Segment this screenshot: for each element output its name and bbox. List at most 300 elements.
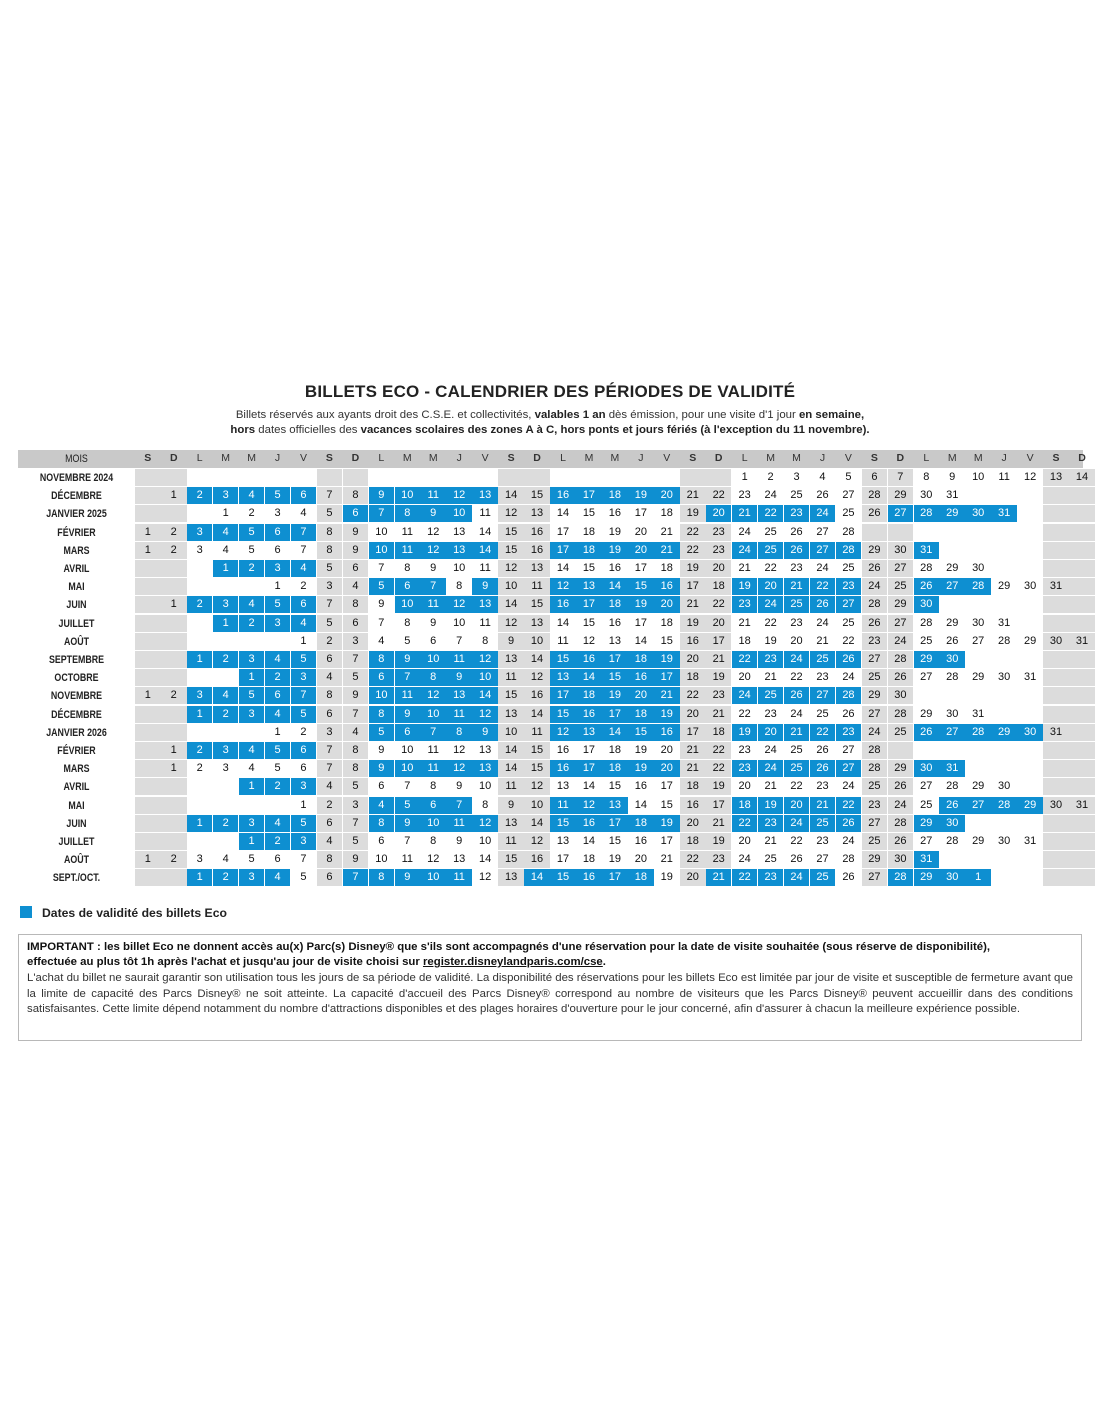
day-cell: 5 [343,778,369,795]
valid-day: 22 [732,651,758,668]
day-cell: 17 [634,562,647,574]
day-cell: 3 [222,762,229,775]
month-name: MAI [68,581,85,594]
header-day-12: M [428,452,438,464]
empty-weekend-cell [1069,578,1095,595]
empty-weekend-cell [135,706,161,723]
empty-weekend-cell [135,724,161,741]
day-cell: 27 [888,615,914,632]
empty-weekend-cell [1069,869,1095,886]
valid-day: 2 [213,815,239,832]
header-day-16: D [533,452,541,464]
valid-day: 12 [420,687,446,704]
valid-day: 9 [369,760,395,777]
day-cell: 8 [923,471,930,483]
day-cell: 11 [479,616,491,629]
day-cell: 17 [660,835,673,847]
valid-day: 5 [395,797,421,814]
month-name: MAI [68,799,85,812]
valid-day: 3 [291,778,317,795]
day-cell: 25 [816,707,829,720]
valid-day: 7 [343,869,369,886]
day-cell: 18 [660,562,673,574]
day-cell: 10 [524,797,550,814]
day-cell: 20 [738,835,751,847]
calendar-header-row [18,450,1086,468]
empty-weekend-cell [135,651,161,668]
empty-weekend-cell [161,651,187,668]
valid-day: 20 [654,596,680,613]
valid-day: 4 [265,869,291,886]
valid-day: 15 [550,651,576,668]
valid-day: 31 [914,542,940,559]
empty-weekend-cell [1043,560,1069,577]
valid-day: 26 [939,797,965,814]
empty-weekend-cell [161,615,187,632]
valid-day: 1 [187,651,213,668]
day-cell: 14 [479,853,492,866]
valid-day: 3 [213,742,239,759]
valid-day: 15 [628,578,654,595]
register-link[interactable]: register.disneylandparis.com/cse [422,956,603,968]
empty-weekend-cell [1069,815,1095,832]
valid-day: 10 [446,505,472,522]
empty-weekend-cell [135,596,161,613]
valid-day: 17 [602,651,628,668]
day-cell: 12 [427,853,440,866]
day-cell: 23 [790,562,803,574]
day-cell: 10 [479,835,492,847]
empty-weekend-cell [888,524,914,541]
day-cell: 13 [498,706,524,723]
valid-day: 13 [576,578,602,595]
header-day-33: M [973,452,983,464]
month-row [18,542,1083,560]
valid-day: 28 [965,724,991,741]
valid-day: 23 [758,869,784,886]
day-cell: 22 [680,542,706,559]
day-cell: 26 [888,778,914,795]
day-cell: 28 [946,780,959,793]
valid-day: 25 [810,815,836,832]
day-cell: 2 [767,471,774,483]
day-cell: 26 [842,871,855,884]
valid-day: 22 [732,815,758,832]
day-cell: 5 [248,853,255,866]
day-cell: 25 [920,798,933,811]
valid-day: 1 [239,833,265,850]
day-cell: 13 [479,744,492,756]
day-cell: 26 [862,560,888,577]
day-cell: 2 [161,524,187,541]
day-cell: 6 [300,762,307,775]
day-cell: 8 [482,634,489,647]
valid-day: 23 [732,596,758,613]
valid-day: 2 [187,487,213,504]
day-cell: 27 [862,706,888,723]
day-cell: 21 [680,596,706,613]
valid-day: 14 [524,869,550,886]
day-cell: 2 [300,580,307,593]
day-cell: 18 [680,778,706,795]
header-day-37: D [1078,452,1086,464]
day-cell: 15 [524,596,550,613]
day-cell: 23 [790,616,803,629]
empty-weekend-cell [161,869,187,886]
day-cell: 22 [680,687,706,704]
valid-day: 3 [291,669,317,686]
day-cell: 23 [816,671,829,684]
day-cell: 1 [161,487,187,504]
day-cell: 14 [556,616,570,629]
valid-day: 18 [628,651,654,668]
header-day-19: M [610,452,620,464]
valid-day: 23 [836,578,862,595]
day-cell: 12 [498,560,524,577]
valid-day: 11 [446,706,472,723]
day-cell: 9 [378,744,385,756]
day-cell: 11 [524,724,550,741]
valid-day: 12 [472,651,498,668]
day-cell: 24 [816,616,829,629]
day-cell: 1 [274,725,281,738]
valid-day: 17 [654,669,680,686]
valid-day: 28 [965,578,991,595]
day-cell: 6 [343,560,369,577]
day-cell: 25 [862,778,888,795]
valid-day: 20 [654,760,680,777]
valid-day: 5 [265,742,291,759]
valid-day: 5 [291,815,317,832]
day-cell: 9 [498,797,524,814]
empty-weekend-cell [135,778,161,795]
day-cell: 11 [427,744,439,756]
day-cell: 17 [706,797,732,814]
day-cell: 14 [582,835,596,847]
month-name: JANVIER [46,508,85,521]
valid-day: 11 [420,487,446,504]
month-label [29,596,125,614]
day-cell: 19 [660,871,673,884]
day-cell: 17 [556,853,570,866]
day-cell: 17 [680,724,706,741]
day-cell: 24 [790,707,803,720]
important-paragraph: L'achat du billet ne saurait garantir son utilisation tous les jours de sa période de validité. La disponibilité des réservations pour les billets Eco est limitée par jour de visite et susceptible de fermeture avant que la limite de capacité des Parcs Disney® ne soit atteinte. La capacité d'accueil des Parcs Disney® correspond au nombre de visiteurs que les Parcs Disney® peuvent accueillir dans des conditions satisfaisantes. Cette limite dépend notamment du nombre d'attractions disponibles et des plages horaires d'ouverture pour le jour concerné, afin d'assurer à chacun la meilleure expérience possible. [27,972,1073,1015]
valid-day: 4 [213,524,239,541]
valid-day: 26 [836,815,862,832]
month-name: JUILLET [58,617,95,630]
empty-weekend-cell [135,669,161,686]
valid-day: 10 [420,815,446,832]
day-cell: 6 [343,615,369,632]
day-cell: 9 [343,524,369,541]
valid-day: 24 [758,596,784,613]
empty-weekend-cell [1043,596,1069,613]
valid-day: 19 [654,651,680,668]
valid-day: 14 [472,687,498,704]
day-cell: 13 [524,505,550,522]
header-day-3: L [196,452,203,464]
day-cell: 25 [790,489,803,502]
month-name: JUIN [66,817,87,830]
valid-day: 21 [654,542,680,559]
day-cell: 29 [862,542,888,559]
valid-day: 28 [888,869,914,886]
empty-weekend-cell [343,469,369,486]
day-cell: 14 [479,525,492,538]
empty-weekend-cell [161,706,187,723]
day-cell: 1 [300,634,307,647]
day-cell: 30 [998,780,1011,793]
valid-day: 21 [732,505,758,522]
valid-day: 28 [914,505,940,522]
valid-day: 7 [446,797,472,814]
day-cell: 1 [135,542,161,559]
day-cell: 5 [343,669,369,686]
day-cell: 18 [680,669,706,686]
day-cell: 8 [343,760,369,777]
day-cell: 19 [680,560,706,577]
day-cell: 8 [317,542,343,559]
month-year: 2025 [87,508,107,521]
day-cell: 19 [680,505,706,522]
valid-day: 20 [654,487,680,504]
empty-weekend-cell [135,833,161,850]
day-cell: 22 [842,634,855,647]
day-cell: 29 [862,687,888,704]
valid-day: 18 [628,706,654,723]
day-cell: 12 [453,744,466,756]
valid-day: 25 [784,760,810,777]
day-cell: 9 [378,598,385,611]
empty-weekend-cell [1043,742,1069,759]
day-cell: 15 [582,616,596,629]
empty-weekend-cell [135,487,161,504]
day-cell: 31 [946,489,959,502]
day-cell: 23 [706,851,732,868]
day-cell: 12 [524,778,550,795]
day-cell: 16 [608,562,622,574]
valid-day: 17 [602,869,628,886]
valid-day: 17 [602,815,628,832]
day-cell: 18 [660,616,673,629]
empty-weekend-cell [1043,505,1069,522]
day-cell: 15 [498,687,524,704]
day-cell: 5 [845,471,852,483]
month-row [18,505,1083,523]
day-cell: 29 [972,671,985,684]
day-cell: 7 [317,487,343,504]
day-cell: 30 [972,616,985,629]
day-cell: 29 [946,562,959,574]
day-cell: 31 [1043,578,1069,595]
valid-day: 2 [213,651,239,668]
day-cell: 27 [862,815,888,832]
valid-day: 2 [213,706,239,723]
valid-day: 9 [472,578,498,595]
valid-day: 5 [369,724,395,741]
day-cell: 26 [888,833,914,850]
legend-swatch [20,906,32,918]
month-name: JANVIER [46,726,85,739]
day-cell: 21 [764,671,777,684]
day-cell: 28 [862,742,888,759]
day-cell: 8 [343,742,369,759]
header-day-29: S [870,452,878,464]
valid-day: 2 [187,596,213,613]
valid-day: 29 [914,815,940,832]
month-name: SEPT./OCT. [52,872,101,885]
day-cell: 16 [556,744,570,756]
day-cell: 29 [888,596,914,613]
empty-weekend-cell [706,469,732,486]
valid-day: 21 [810,797,836,814]
day-cell: 16 [680,633,706,650]
day-cell: 10 [498,724,524,741]
valid-day: 17 [576,596,602,613]
day-cell: 28 [998,634,1011,647]
valid-day: 6 [291,742,317,759]
valid-day: 12 [446,487,472,504]
header-day-5: M [247,452,256,464]
header-day-34: J [1001,452,1007,464]
valid-day: 18 [576,687,602,704]
day-cell: 5 [404,634,411,647]
valid-day: 11 [420,760,446,777]
valid-day: 4 [213,687,239,704]
valid-day: 5 [291,651,317,668]
month-row [18,706,1083,724]
valid-day: 19 [628,487,654,504]
valid-day: 27 [965,797,991,814]
header-month-label: MOIS [65,453,88,465]
valid-day: 26 [810,760,836,777]
valid-day: 27 [836,760,862,777]
day-cell: 7 [404,835,411,847]
day-cell: 5 [274,762,281,775]
day-cell: 12 [582,634,596,647]
valid-day: 4 [265,706,291,723]
valid-day: 10 [420,651,446,668]
header-day-18: M [584,452,594,464]
day-cell: 6 [317,706,343,723]
day-cell: 6 [378,780,385,793]
valid-day: 27 [836,596,862,613]
day-cell: 8 [343,487,369,504]
valid-day: 23 [758,815,784,832]
valid-day: 19 [602,542,628,559]
day-cell: 10 [479,780,492,793]
day-cell: 24 [738,525,751,538]
day-cell: 4 [378,634,385,647]
day-cell: 29 [972,835,985,847]
month-row [18,596,1083,614]
day-cell: 19 [706,778,732,795]
month-row [18,742,1083,760]
valid-day: 26 [914,578,940,595]
empty-weekend-cell [1043,869,1069,886]
day-cell: 17 [582,744,596,756]
valid-day: 25 [810,869,836,886]
day-cell: 31 [1069,633,1095,650]
day-cell: 18 [680,833,706,850]
day-cell: 20 [680,815,706,832]
valid-day: 19 [732,724,758,741]
valid-day: 17 [550,687,576,704]
valid-day: 6 [420,797,446,814]
day-cell: 29 [946,616,959,629]
day-cell: 22 [764,562,777,574]
day-cell: 17 [634,616,647,629]
valid-day: 3 [291,833,317,850]
day-cell: 23 [706,542,732,559]
empty-weekend-cell [161,560,187,577]
valid-day: 4 [239,596,265,613]
valid-day: 11 [446,651,472,668]
valid-day: 18 [602,760,628,777]
day-cell: 17 [680,578,706,595]
day-cell: 25 [790,744,803,756]
empty-weekend-cell [1069,724,1095,741]
month-label [29,851,125,869]
valid-day: 11 [395,687,421,704]
month-label [29,833,125,851]
day-cell: 1 [741,471,748,483]
day-cell: 1 [161,742,187,759]
day-cell: 21 [680,487,706,504]
day-cell: 23 [706,524,732,541]
valid-day: 19 [602,687,628,704]
valid-day: 26 [836,651,862,668]
day-cell: 2 [161,851,187,868]
valid-day: 24 [784,815,810,832]
day-cell: 21 [706,651,732,668]
valid-day: 30 [939,651,965,668]
day-cell: 21 [680,760,706,777]
header-day-2: D [169,452,178,464]
month-label [29,505,125,523]
valid-day: 13 [550,669,576,686]
day-cell: 24 [842,671,855,684]
day-cell: 27 [816,525,829,538]
month-year: 2024 [93,472,114,484]
day-cell: 11 [479,507,491,520]
day-cell: 13 [453,525,466,538]
valid-day: 2 [239,615,265,632]
valid-day: 27 [939,724,965,741]
day-cell: 22 [706,742,732,759]
month-label [29,469,125,487]
day-cell: 3 [274,507,281,520]
empty-weekend-cell [161,578,187,595]
valid-day: 27 [888,505,914,522]
day-cell: 7 [404,780,411,793]
month-label [29,560,125,578]
valid-day: 2 [265,669,291,686]
valid-day: 6 [265,524,291,541]
valid-day: 7 [291,687,317,704]
day-cell: 28 [888,706,914,723]
valid-day: 2 [265,778,291,795]
legend-label: Dates de validité des billets Eco [42,906,227,920]
valid-day: 5 [291,706,317,723]
day-cell: 30 [888,851,914,868]
month-label [29,869,125,887]
day-cell: 11 [998,471,1010,483]
month-label [29,487,125,505]
valid-day: 9 [472,724,498,741]
day-cell: 24 [764,489,777,502]
